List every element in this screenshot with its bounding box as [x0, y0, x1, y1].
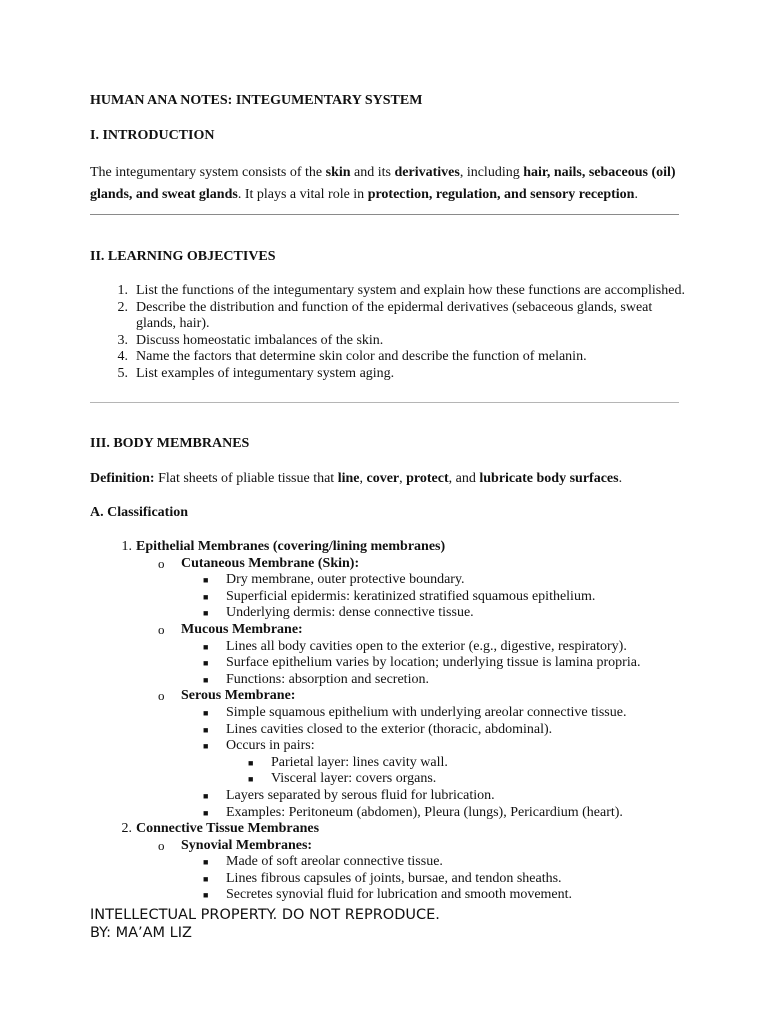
square-bullet-icon: ■	[203, 591, 209, 602]
outline-item-synovial: o Synovial Membranes:	[158, 837, 313, 853]
circle-bullet-icon: o	[158, 621, 165, 637]
square-bullet-icon: ■	[203, 674, 209, 685]
circle-bullet-icon: o	[158, 688, 165, 704]
outline-item-connective: 2. Connective Tissue Membranes	[121, 821, 320, 837]
list-item: ■ Simple squamous epithelium with underlying areolar connective tissue.	[203, 704, 627, 720]
list-item: ■ Secretes synovial fluid for lubrication and smooth movement.	[203, 887, 573, 903]
square-bullet-icon: ■	[203, 608, 209, 619]
intro-heading: I. INTRODUCTION	[90, 128, 215, 143]
list-item: ■ Superficial epidermis: keratinized stratified squamous epithelium.	[203, 588, 596, 604]
document-title: HUMAN ANA NOTES: INTEGUMENTARY SYSTEM	[90, 93, 423, 108]
square-bullet-icon: ■	[203, 807, 209, 818]
outline-item-cutaneous: o Cutaneous Membrane (Skin):	[158, 555, 360, 571]
intro-paragraph: The integumentary system consists of the skin and its derivatives, including hair, nails, sebaceous (oil) glands, and sweat glands. It plays a vital role in protection, regulation, and sensory reception.	[90, 165, 676, 202]
list-item: ■ Lines fibrous capsules of joints, bursae, and tendon sheaths.	[203, 870, 562, 886]
list-item: ■ Lines cavities closed to the exterior (thoracic, abdominal).	[203, 721, 553, 737]
square-bullet-icon: ■	[248, 774, 254, 785]
objective-item: 4. Name the factors that determine skin color and describe the function of melanin.	[117, 349, 587, 365]
outline-item-mucous: o Mucous Membrane:	[158, 621, 303, 637]
list-item: ■ Layers separated by serous fluid for lubrication.	[203, 787, 495, 803]
section-divider	[90, 214, 679, 215]
outline-item-serous: o Serous Membrane:	[158, 688, 296, 704]
circle-bullet-icon: o	[158, 837, 165, 853]
list-item: ■ Visceral layer: covers organs.	[248, 771, 437, 787]
membranes-heading: III. BODY MEMBRANES	[90, 436, 250, 451]
square-bullet-icon: ■	[203, 741, 209, 752]
classification-heading: A. Classification	[90, 505, 188, 520]
objective-item: 5. List examples of integumentary system aging.	[117, 365, 395, 381]
square-bullet-icon: ■	[203, 873, 209, 884]
list-item: ■ Parietal layer: lines cavity wall.	[248, 754, 448, 770]
list-item: ■ Underlying dermis: dense connective tissue.	[203, 605, 474, 621]
square-bullet-icon: ■	[203, 575, 209, 586]
list-item: ■ Made of soft areolar connective tissue.	[203, 854, 443, 870]
objective-item: 2. Describe the distribution and function of the epidermal derivatives (sebaceous glands, sweat glands, hair).	[117, 299, 653, 332]
list-item: ■ Dry membrane, outer protective boundary.	[203, 572, 465, 588]
square-bullet-icon: ■	[203, 790, 209, 801]
membrane-outline	[90, 539, 690, 904]
list-item: ■ Examples: Peritoneum (abdomen), Pleura (lungs), Pericardium (heart).	[203, 804, 623, 820]
objectives-heading: II. LEARNING OBJECTIVES	[90, 249, 276, 264]
definition-paragraph: Definition: Flat sheets of pliable tissue that line, cover, protect, and lubricate body surfaces.	[90, 471, 623, 486]
square-bullet-icon: ■	[203, 707, 209, 718]
objective-item: 1. List the functions of the integumentary system and explain how these functions are accomplished.	[117, 283, 685, 298]
square-bullet-icon: ■	[203, 890, 209, 901]
square-bullet-icon: ■	[203, 857, 209, 868]
objective-item: 3. Discuss homeostatic imbalances of the skin.	[117, 332, 384, 348]
square-bullet-icon: ■	[203, 724, 209, 735]
list-item: ■ Lines all body cavities open to the exterior (e.g., digestive, respiratory).	[203, 638, 627, 654]
list-item: ■ Surface epithelium varies by location; underlying tissue is lamina propria.	[203, 655, 641, 671]
square-bullet-icon: ■	[203, 641, 209, 652]
objectives-list	[110, 283, 690, 383]
section-divider	[90, 402, 679, 403]
copyright-footer	[90, 906, 440, 942]
outline-item-epithelial: 1. Epithelial Membranes (covering/lining membranes)	[121, 539, 446, 554]
circle-bullet-icon: o	[158, 555, 165, 571]
list-item: ■ Occurs in pairs:	[203, 738, 315, 754]
copyright-notice: INTELLECTUAL PROPERTY. DO NOT REPRODUCE.	[90, 907, 440, 923]
square-bullet-icon: ■	[248, 757, 254, 768]
square-bullet-icon: ■	[203, 658, 209, 669]
author-credit: BY: MA’AM LIZ	[90, 925, 192, 941]
list-item: ■ Functions: absorption and secretion.	[203, 671, 429, 687]
